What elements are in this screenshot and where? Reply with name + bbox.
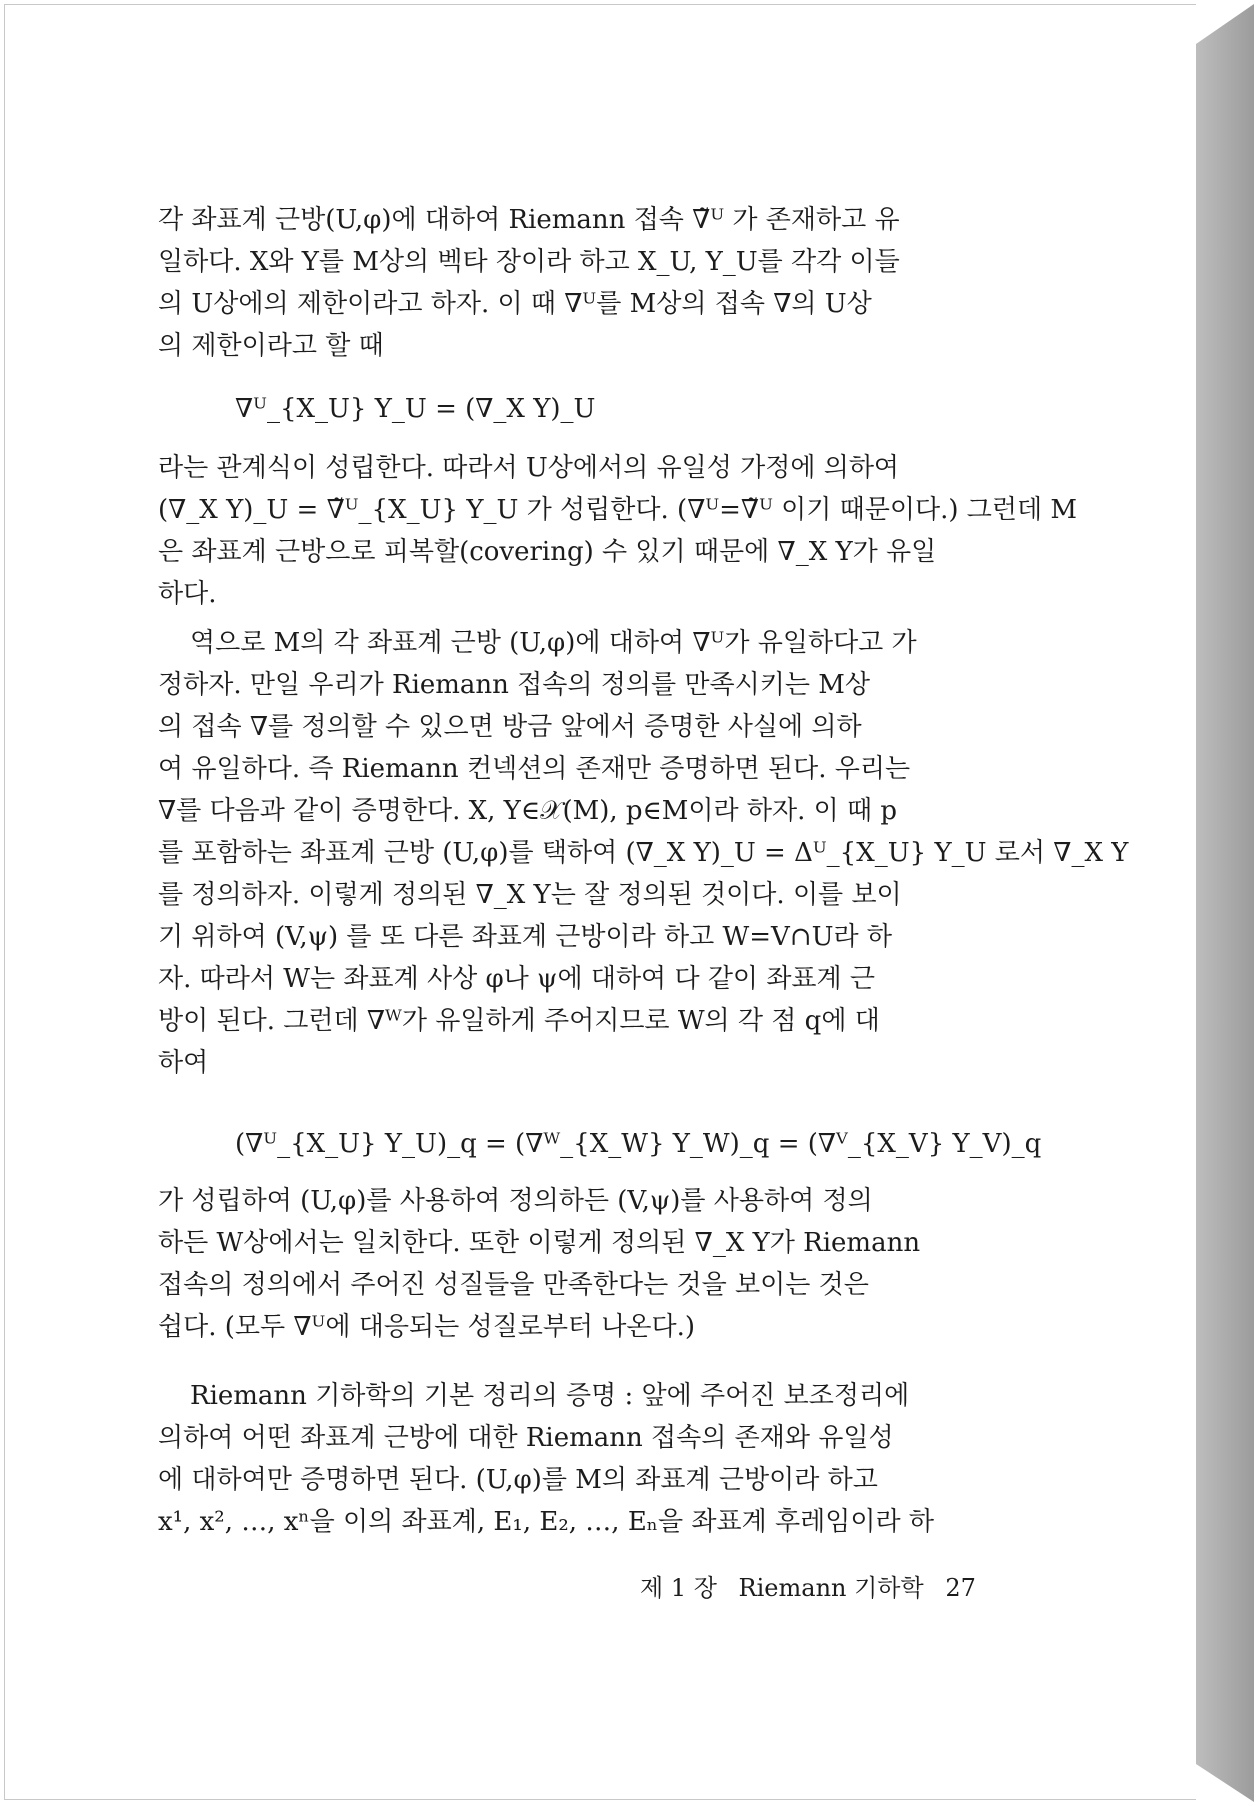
- text-line: 정하자. 만일 우리가 Riemann 접속의 정의를 만족시키는 M상: [158, 670, 870, 700]
- paragraph-1: [158, 199, 990, 367]
- text-line: 각 좌표계 근방(U,φ)에 대하여 Riemann 접속 ∇̃ᵁ 가 존재하고 유: [158, 205, 900, 235]
- page-stack-edge: [1196, 4, 1254, 1802]
- page-footer: [640, 1570, 990, 1606]
- text-line: 하다.: [158, 579, 217, 609]
- text-line: 역으로 M의 각 좌표계 근방 (U,φ)에 대하여 ∇ᵁ가 유일하다고 가: [190, 628, 917, 658]
- text-line: 일하다. X와 Y를 M상의 벡타 장이라 하고 X_U, Y_U를 각각 이들: [158, 247, 900, 277]
- text-line: 가 성립하여 (U,φ)를 사용하여 정의하든 (V,ψ)를 사용하여 정의: [158, 1186, 873, 1216]
- text-line: 를 정의하자. 이렇게 정의된 ∇_X Y는 잘 정의된 것이다. 이를 보이: [158, 880, 902, 910]
- text-line: 쉽다. (모두 ∇ᵁ에 대응되는 성질로부터 나온다.): [158, 1312, 696, 1342]
- chapter-label: 제 1 장: [640, 1574, 717, 1602]
- text-line: 은 좌표계 근방으로 피복할(covering) 수 있기 때문에 ∇_X Y가 유일: [158, 537, 937, 567]
- page-corner-top: [1196, 4, 1254, 44]
- page-corner-bottom: [1196, 1764, 1254, 1802]
- text-line: 접속의 정의에서 주어진 성질들을 만족한다는 것을 보이는 것은: [158, 1270, 869, 1300]
- text-line: 의 제한이라고 할 때: [158, 331, 384, 361]
- paragraph-5: [158, 1375, 990, 1543]
- text-line: Riemann 기하학의 기본 정리의 증명 : 앞에 주어진 보조정리에: [190, 1381, 910, 1411]
- page-number: 27: [945, 1574, 976, 1602]
- text-line: 라는 관계식이 성립한다. 따라서 U상에서의 유일성 가정에 의하여: [158, 453, 900, 483]
- text-line: 의 접속 ∇를 정의할 수 있으면 방금 앞에서 증명한 사실에 의하: [158, 712, 862, 742]
- paragraph-4: [158, 1180, 990, 1348]
- text-line: 의 U상에의 제한이라고 하자. 이 때 ∇ᵁ를 M상의 접속 ∇의 U상: [158, 289, 872, 319]
- chapter-title: Riemann 기하학: [738, 1574, 924, 1602]
- equation-2: (∇ᵁ_{X_U} Y_U)_q = (∇ᵂ_{X_W} Y_W)_q = (∇ⱽ_{X_V} Y_V)_q: [235, 1129, 1042, 1159]
- text-line: 하든 W상에서는 일치한다. 또한 이렇게 정의된 ∇_X Y가 Riemann: [158, 1228, 921, 1258]
- text-line: ∇를 다음과 같이 증명한다. X, Y∈𝒳(M), p∈M이라 하자. 이 때 p: [158, 796, 898, 826]
- text-line: (∇_X Y)_U = ∇̃ᵁ_{X_U} Y_U 가 성립한다. (∇ᵁ=∇̃ᵁ 이기 때문이다.) 그런데 M: [158, 495, 1078, 525]
- text-line: 기 위하여 (V,ψ) 를 또 다른 좌표계 근방이라 하고 W=V∩U라 하: [158, 922, 893, 952]
- equation-1: ∇ᵁ_{X_U} Y_U = (∇_X Y)_U: [235, 394, 596, 424]
- text-line: x¹, x², …, xⁿ을 이의 좌표계, E₁, E₂, …, Eₙ을 좌표계 후레임이라 하: [158, 1507, 934, 1537]
- text-line: 의하여 어떤 좌표계 근방에 대한 Riemann 접속의 존재와 유일성: [158, 1423, 894, 1453]
- paragraph-2: [158, 447, 1078, 615]
- text-line: 자. 따라서 W는 좌표계 사상 φ나 ψ에 대하여 다 같이 좌표계 근: [158, 964, 876, 994]
- text-line: 방이 된다. 그런데 ∇ᵂ가 유일하게 주어지므로 W의 각 점 q에 대: [158, 1006, 880, 1036]
- paragraph-3: [158, 622, 1129, 1084]
- text-line: 하여: [158, 1048, 209, 1078]
- text-line: 를 포함하는 좌표계 근방 (U,φ)를 택하여 (∇_X Y)_U = Δᵁ_{X_U} Y_U 로서 ∇_X Y: [158, 838, 1129, 868]
- text-line: 에 대하여만 증명하면 된다. (U,φ)를 M의 좌표계 근방이라 하고: [158, 1465, 878, 1495]
- text-line: 여 유일하다. 즉 Riemann 컨넥션의 존재만 증명하면 된다. 우리는: [158, 754, 911, 784]
